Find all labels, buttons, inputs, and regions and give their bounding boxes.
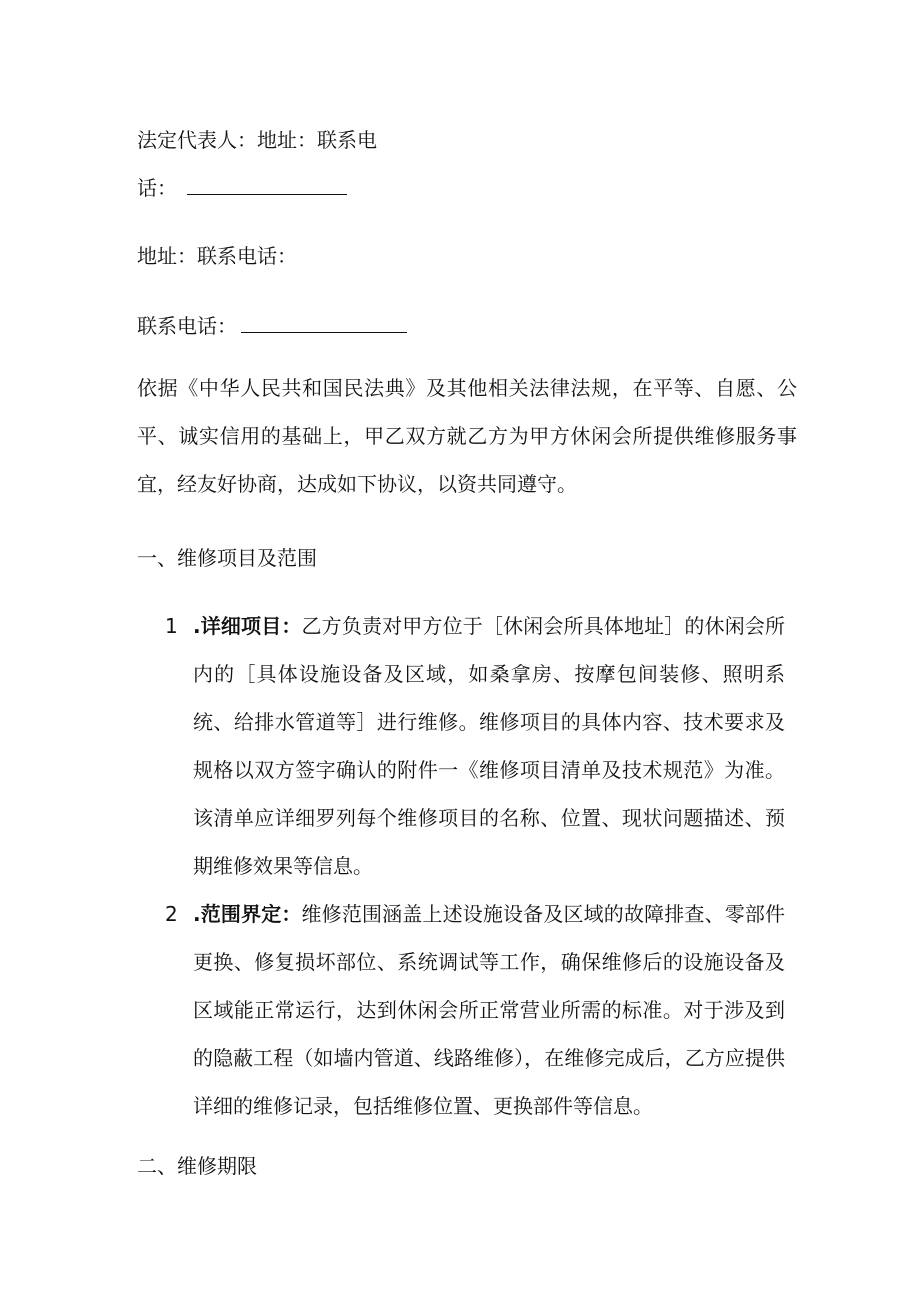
list-item [137,890,797,1130]
phone-line-1 [137,174,347,202]
list-item-body [193,890,785,1130]
phone-line-2 [137,312,407,340]
legal-rep-text: 法定代表人：地址：联系电 [137,128,377,152]
phone-label-2: 联系电话： [137,314,237,338]
list-item [137,602,797,890]
list-item-text: 维修范围涵盖上述设施设备及区域的故障排查、零部件更换、修复损坏部位、系统调试等工作，确保维修后的设施设备及区域能正常运行，达到休闲会所正常营业所需的标准。对于涉及到的隐蔽工程（如墙内管道、线路维修），在维修完成后，乙方应提供详细的维修记录，包括维修位置、更换部件等信息。 [193,902,785,1118]
section-heading-2: 二、维修期限 [137,1154,257,1178]
list-item-title: .范围界定： [193,902,302,926]
list-item-title: .详细项目： [193,614,302,638]
phone-blank-1[interactable] [187,174,347,195]
phone-label-1: 话： [137,176,177,200]
address-phone-line [137,242,297,270]
intro-paragraph: 依据《中华人民共和国民法典》及其他相关法律法规，在平等、自愿、公平、诚实信用的基础上，甲乙双方就乙方为甲方休闲会所提供维修服务事宜，经友好协商，达成如下协议，以资共同遵守。 [137,376,797,496]
list-item-body [193,602,785,890]
address-phone-text: 地址：联系电话： [137,244,297,268]
list-item-number: 2 [165,902,178,926]
list-item-text: 乙方负责对甲方位于［休闲会所具体地址］的休闲会所内的［具体设施设备及区域，如桑拿房、按摩包间装修、照明系统、给排水管道等］进行维修。维修项目的具体内容、技术要求及规格以双方签字确认的附件一《维修项目清单及技术规范》为准。该清单应详细罗列每个维修项目的名称、位置、现状问题描述、预期维修效果等信息。 [193,614,785,878]
list-item-number: 1 [165,614,178,638]
section-heading-1: 一、维修项目及范围 [137,546,317,570]
legal-rep-line [137,126,377,154]
phone-blank-2[interactable] [241,312,407,333]
